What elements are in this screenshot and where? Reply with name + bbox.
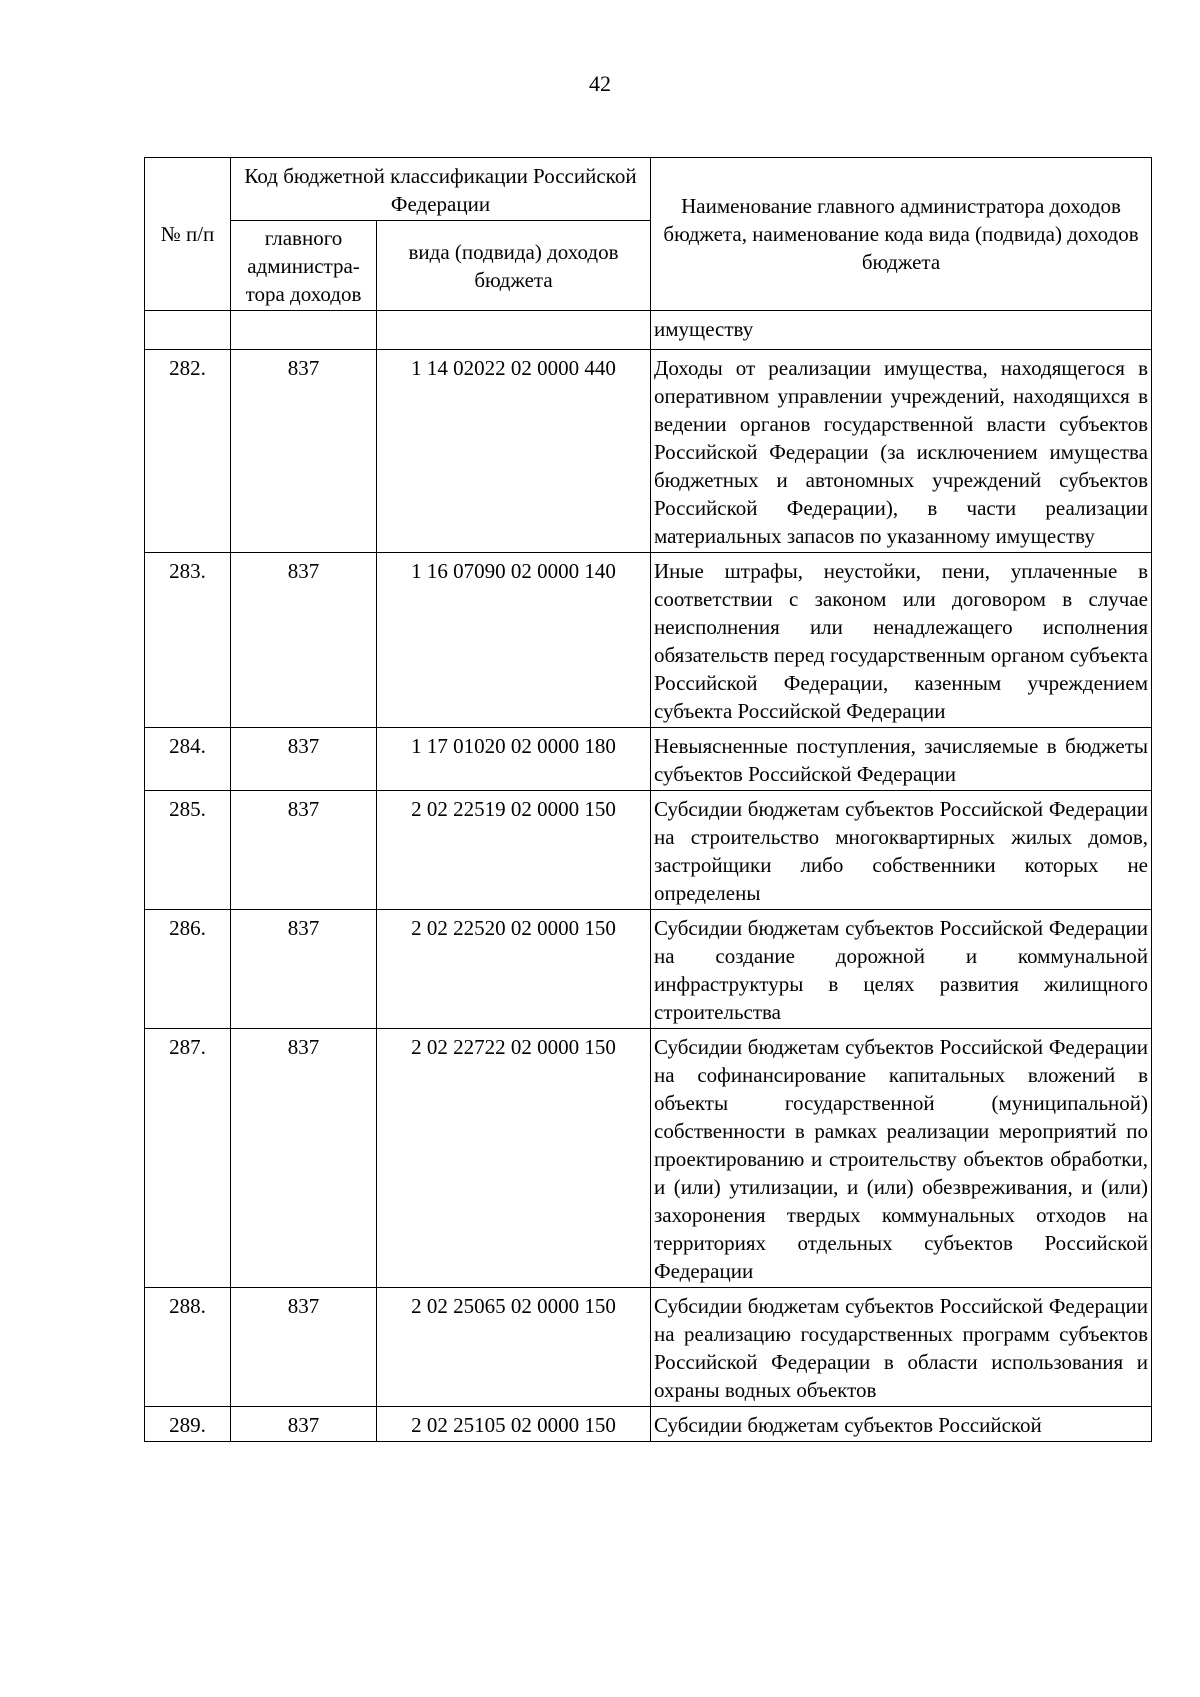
cell-administrator: 837 — [231, 1029, 377, 1288]
cell-description: имуществу — [651, 311, 1152, 350]
cell-administrator: 837 — [231, 553, 377, 728]
cell-number: 288. — [145, 1288, 231, 1407]
page-number: 42 — [589, 71, 611, 96]
cell-description: Иные штрафы, неустойки, пени, уплаченные в соответствии с законом или договором в случае неисполнения или ненадлежащего исполнения обязательств перед государственным органом субъекта Российской Федерации, казенным учреждением субъекта Российской Федерации — [651, 553, 1152, 728]
header-administrator-column: главного администра-тора доходов — [231, 221, 377, 311]
table-row — [145, 350, 1152, 553]
table-header — [145, 158, 1152, 311]
header-description-column: Наименование главного администратора доходов бюджета, наименование кода вида (подвида) доходов бюджета — [651, 158, 1152, 311]
cell-administrator: 837 — [231, 910, 377, 1029]
header-row-top — [145, 158, 1152, 221]
cell-description: Субсидии бюджетам субъектов Российской Федерации на софинансирование капитальных вложений в объекты государственной (муниципальной) собственности в рамках реализации мероприятий по проектированию и строительству объектов обработки, и (или) утилизации, и (или) обезвреживания, и (или) захоронения твердых коммунальных отходов на территориях отдельных субъектов Российской Федерации — [651, 1029, 1152, 1288]
cell-code — [377, 311, 651, 350]
cell-number: 282. — [145, 350, 231, 553]
cell-number: 285. — [145, 791, 231, 910]
cell-number: 284. — [145, 728, 231, 791]
cell-description: Субсидии бюджетам субъектов Российской Федерации на строительство многоквартирных жилых домов, застройщики либо собственники которых не определены — [651, 791, 1152, 910]
budget-classification-table — [144, 157, 1152, 1442]
table-row — [145, 1029, 1152, 1288]
table-row — [145, 910, 1152, 1029]
table-row — [145, 1407, 1152, 1442]
cell-administrator — [231, 311, 377, 350]
table-row — [145, 1288, 1152, 1407]
cell-code: 2 02 22722 02 0000 150 — [377, 1029, 651, 1288]
cell-administrator: 837 — [231, 350, 377, 553]
cell-description: Субсидии бюджетам субъектов Российской Федерации на создание дорожной и коммунальной инфраструктуры в целях развития жилищного строительства — [651, 910, 1152, 1029]
cell-code: 2 02 22520 02 0000 150 — [377, 910, 651, 1029]
header-code-column: вида (подвида) доходов бюджета — [377, 221, 651, 311]
cell-code: 2 02 22519 02 0000 150 — [377, 791, 651, 910]
table-row — [145, 553, 1152, 728]
header-number-column: № п/п — [145, 158, 231, 311]
cell-description: Субсидии бюджетам субъектов Российской — [651, 1407, 1152, 1442]
table-row — [145, 791, 1152, 910]
cell-number: 289. — [145, 1407, 231, 1442]
cell-number: 287. — [145, 1029, 231, 1288]
cell-administrator: 837 — [231, 1407, 377, 1442]
cell-description: Невыясненные поступления, зачисляемые в бюджеты субъектов Российской Федерации — [651, 728, 1152, 791]
cell-number: 286. — [145, 910, 231, 1029]
cell-administrator: 837 — [231, 791, 377, 910]
cell-description: Доходы от реализации имущества, находящегося в оперативном управлении учреждений, находящихся в ведении органов государственной власти субъектов Российской Федерации (за исключением имущества бюджетных и автономных учреждений субъектов Российской Федерации), в части реализации материальных запасов по указанному имуществу — [651, 350, 1152, 553]
cell-description: Субсидии бюджетам субъектов Российской Федерации на реализацию государственных программ субъектов Российской Федерации в области использования и охраны водных объектов — [651, 1288, 1152, 1407]
cell-code: 1 17 01020 02 0000 180 — [377, 728, 651, 791]
cell-code: 1 14 02022 02 0000 440 — [377, 350, 651, 553]
table-row — [145, 728, 1152, 791]
cell-administrator: 837 — [231, 1288, 377, 1407]
header-classification-group: Код бюджетной классификации Российской Федерации — [231, 158, 651, 221]
cell-number — [145, 311, 231, 350]
table-body — [145, 311, 1152, 1442]
continuation-row — [145, 311, 1152, 350]
cell-administrator: 837 — [231, 728, 377, 791]
cell-code: 2 02 25105 02 0000 150 — [377, 1407, 651, 1442]
cell-code: 1 16 07090 02 0000 140 — [377, 553, 651, 728]
cell-code: 2 02 25065 02 0000 150 — [377, 1288, 651, 1407]
cell-number: 283. — [145, 553, 231, 728]
